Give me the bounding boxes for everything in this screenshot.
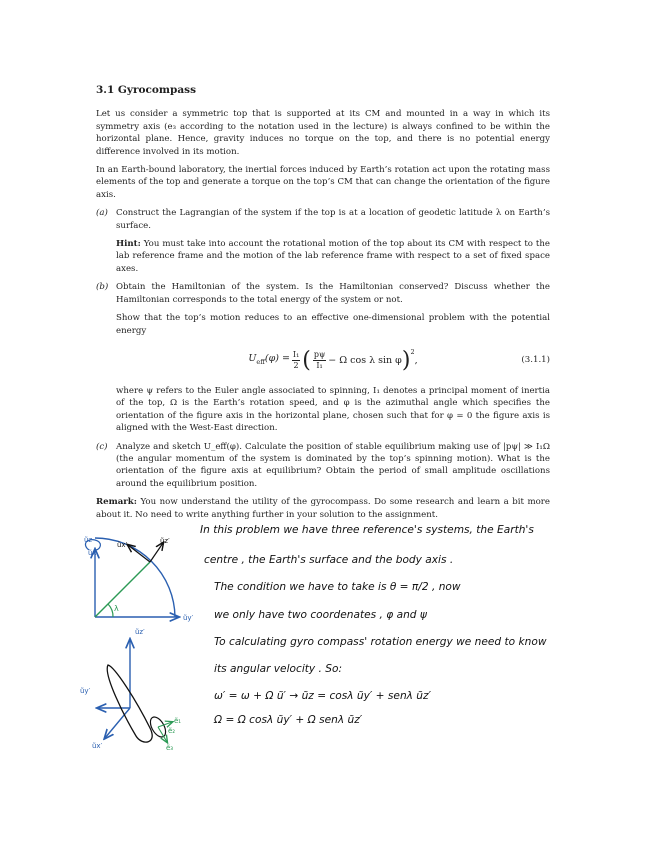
intro-paragraph-2: In an Earth-bound laboratory, the inertial forces induced by Earth’s rotation act upon the rotating mass elements of the top and generate a torque on the top’s CM that can change the orientation of the figure axis. — [96, 165, 550, 200]
lab-axis-diagonal — [105, 708, 130, 738]
part-b-label: (b) — [96, 282, 109, 293]
part-a-text: Construct the Lagrangian of the system if the top is at a location of geodetic latitude λ on Earth’s surface. — [116, 208, 550, 231]
part-c-label: (c) — [96, 441, 108, 452]
handwritten-line-2: centre , the Earth's surface and the body axis . — [204, 554, 454, 566]
label-e3: ẽ₃ — [166, 744, 174, 752]
hint-text: You must take into account the rotational motion of the top about its CM with respect to the lab reference frame and the motion of the lab reference frame with respect to a set of fixed space axes. — [116, 239, 550, 274]
eq-power: 2 — [410, 347, 415, 356]
label-ux-prime: ũx′ — [117, 541, 128, 549]
eq-close-paren: ) — [401, 347, 411, 373]
equation-number: (3.1.1) — [521, 354, 550, 365]
surface-north-vector — [128, 545, 150, 562]
part-b-after: where ψ refers to the Euler angle associated to spinning, I₁ denotes a principal moment of inertia of the top, Ω is the Earth’s rotation speed, and φ is the azimuthal angle which specifies the orientation of the figure axis in the horizontal plane, chosen such that for φ = 0 the figure axis is aligned with the West-East direction. — [116, 385, 550, 434]
eq-open-paren: ( — [302, 347, 311, 373]
label-uy-bottom: ũy′ — [80, 687, 91, 695]
label-uz-top: ũz — [84, 536, 93, 544]
handwritten-line-7: ω′ = ω + Ω ũ′ → ũz = cosλ ũy′ + senλ ũz′ — [214, 690, 431, 702]
label-uy-prime: ũy′ — [183, 614, 194, 622]
label-lambda: λ — [114, 604, 119, 613]
handwritten-line-3: The condition we have to take is θ = π/2 , now — [214, 581, 461, 593]
label-uz-bottom: ũz′ — [135, 628, 145, 636]
label-ux-bottom: ũx′ — [92, 742, 103, 750]
remark-label: Remark: — [96, 497, 137, 508]
label-e2: ẽ₂ — [168, 727, 176, 735]
handwritten-line-5: To calculating gyro compass' rotation energy we need to know — [214, 636, 547, 648]
eq-lhs: $U_{eff}(\varphi)$ = — [248, 353, 290, 367]
intro-paragraph-1: Let us consider a symmetric top that is supported at its CM and mounted in a way in which its symmetry axis (e₃ according to the notation used in the lecture) is always confined to be within the horizontal plane. Hence, gravity induces no torque on the top, and there is no potential energy difference involved in its motion. — [96, 109, 550, 157]
part-b-text: Obtain the Hamiltonian of the system. Is the Hamiltonian conserved? Discuss whether the Hamiltonian corresponds to the total energy of the system or not. — [116, 282, 550, 305]
label-ux-lab: ũx — [88, 549, 97, 557]
label-uz-prime: ũz′ — [160, 537, 170, 545]
part-c-text: Analyze and sketch U_eff(φ). Calculate the position of stable equilibrium making use of |pψ| ≫ I₁Ω (the angular momentum of the system is dominated by the top’s spinning motion). What is the orientation of the figure axis at equilibrium? Obtain the period of small amplitude oscillations around the equilibrium position. — [116, 441, 550, 489]
handwritten-line-6: its angular velocity . So: — [214, 663, 343, 675]
radius-to-surface — [95, 562, 150, 617]
equation-3-1-1: $U_{eff}(\varphi)$ = $\frac{\text{I₁}}{2}$ ( $\frac{p\psi}{\text{I₁}}$ − Ω cos λ sin φ ) $^2$ , (3.1.1) — [248, 347, 550, 373]
label-e1: ẽ₁ — [174, 717, 182, 725]
eq-rest: − Ω cos λ sin φ — [328, 354, 402, 366]
handwritten-line-8: Ω = Ω cosλ ũy′ + Ω senλ ũz′ — [214, 714, 363, 726]
part-a-label: (a) — [96, 208, 108, 219]
remark-text: You now understand the utility of the gyrocompass. Do some research and learn a bit more about it. No need to write anything further in your solution to the assignment. — [96, 497, 551, 520]
section-title: 3.1 Gyrocompass — [96, 84, 197, 96]
latitude-angle-arc — [108, 604, 113, 617]
surface-up-vector — [150, 543, 163, 562]
eq-fraction-1: $\frac{\text{I₁}}{2}$ — [292, 350, 300, 371]
eq-fraction-2: $\frac{p\psi}{\text{I₁}}$ — [313, 350, 326, 371]
handwritten-line-4: we only have two coordenates , φ and ψ — [214, 609, 427, 621]
part-b-text-2: Show that the top’s motion reduces to an effective one-dimensional problem with the potential energy — [116, 313, 550, 336]
handwritten-line-1: In this problem we have three reference's systems, the Earth's — [200, 524, 534, 536]
hint-label: Hint: — [116, 239, 141, 250]
